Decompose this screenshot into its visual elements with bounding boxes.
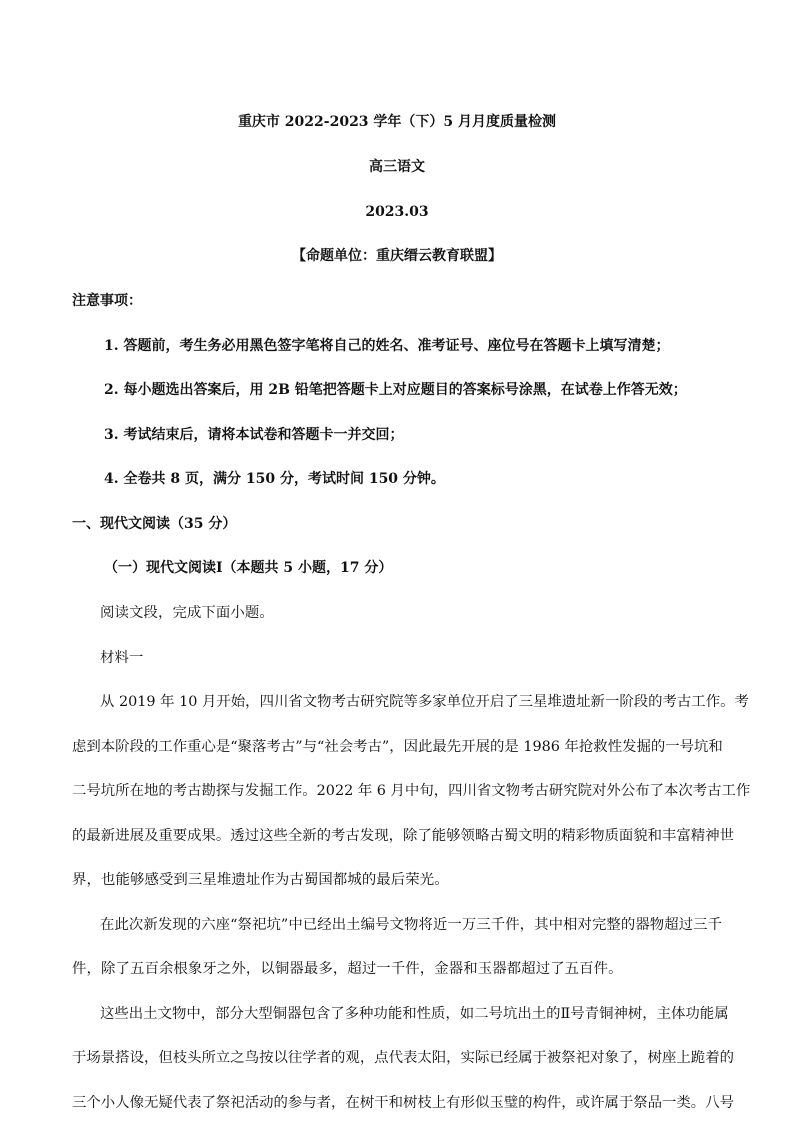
exam-date: 2023.03 bbox=[365, 204, 429, 220]
notice-item: 1. 答题前，考生务必用黑色签字笔将自己的姓名、准考证号、座位号在答题卡上填写清楚； bbox=[104, 338, 670, 354]
paragraph-line: 虑到本阶段的工作重心是“聚落考古”与“社会考古”，因此最先开展的是 1986 年抢救性发掘的一号坑和 bbox=[72, 739, 723, 755]
notice-item: 2. 每小题选出答案后，用 2B 铅笔把答题卡上对应题目的答案标号涂黑，在试卷上作答无效； bbox=[104, 382, 687, 398]
instruction-text: 阅读文段，完成下面小题。 bbox=[100, 605, 274, 621]
notice-item: 4. 全卷共 8 页，满分 150 分，考试时间 150 分钟。 bbox=[104, 471, 445, 487]
paragraph-line: 界，也能够感受到三星堆遗址作为古蜀国都城的最后荣光。 bbox=[72, 872, 449, 888]
notice-item: 3. 考试结束后，请将本试卷和答题卡一并交回； bbox=[104, 427, 404, 443]
paragraph-line: 的最新进展及重要成果。透过这些全新的考古发现，除了能够领略古蜀文明的精彩物质面貌和丰富精神世 bbox=[72, 828, 734, 844]
section-heading: 一、现代文阅读（35 分） bbox=[72, 516, 237, 532]
exam-title: 重庆市 2022-2023 学年（下）5 月月度质量检测 bbox=[237, 114, 557, 130]
paragraph-line: 在此次新发现的六座“祭祀坑”中已经出土编号文物将近一万三千件，其中相对完整的器物超过三千 bbox=[100, 917, 722, 933]
paragraph-line: 这些出土文物中，部分大型铜器包含了多种功能和性质，如二号坑出土的Ⅱ号青铜神树，主体功能属 bbox=[100, 1006, 729, 1022]
exam-unit: 【命题单位：重庆缙云教育联盟】 bbox=[292, 248, 502, 264]
paragraph-line: 三个小人像无疑代表了祭祀活动的参与者，在树干和树枝上有形似玉璧的构件，或许属于祭品一类。八号 bbox=[72, 1095, 734, 1111]
section-subheading: （一）现代文阅读Ⅰ（本题共 5 小题，17 分） bbox=[104, 560, 393, 576]
paragraph-line: 从 2019 年 10 月开始，四川省文物考古研究院等多家单位开启了三星堆遗址新一阶段的考古工作。考 bbox=[100, 694, 749, 710]
exam-subject: 高三语文 bbox=[369, 159, 425, 175]
paragraph-line: 件，除了五百余根象牙之外，以铜器最多，超过一千件，金器和玉器都超过了五百件。 bbox=[72, 961, 623, 977]
paragraph-line: 二号坑所在地的考古勘探与发掘工作。2022 年 6 月中旬，四川省文物考古研究院对外公布了本次考古工作 bbox=[72, 783, 751, 799]
notice-heading: 注意事项： bbox=[72, 293, 142, 309]
material-label: 材料一 bbox=[100, 650, 144, 666]
paragraph-line: 于场景搭设，但枝头所立之鸟按以往学者的观，点代表太阳，实际已经属于被祭祀对象了，树座上跪着的 bbox=[72, 1050, 734, 1066]
